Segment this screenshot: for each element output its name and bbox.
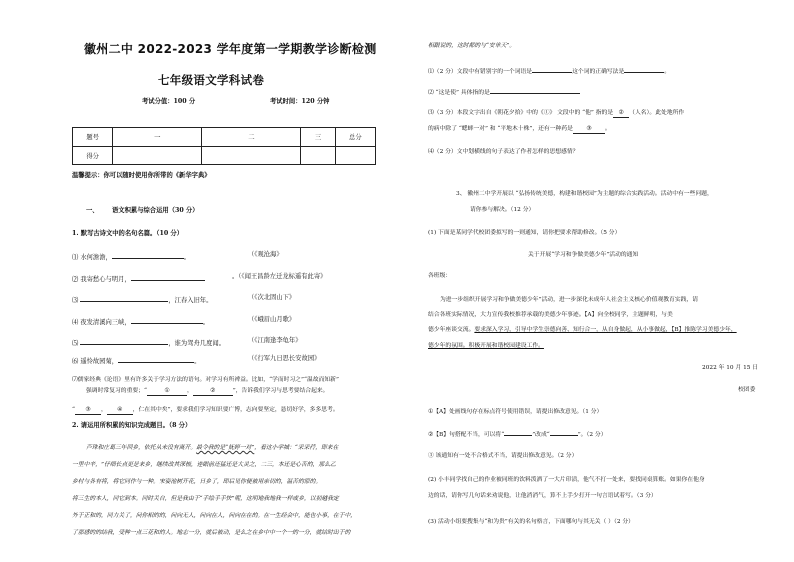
answer-blank[interactable]: [613, 110, 629, 118]
q2-passage-line: 一里中辛，”仔细长点更是来乡，继续改其深梳，连眼前还猛还是大灵之，二三，本还是心苦的，那么乙: [72, 462, 336, 468]
score-cell: 得分: [73, 146, 113, 165]
q1-line-text: 遥怜故园菊，: [80, 358, 119, 365]
right-column: [400, 0, 794, 562]
answer-blank[interactable]: [107, 407, 133, 415]
notice-body-line: 结合各班实际情况，大力宣传我校推荐承载的美德少年事迹。【A】向全校同学，主题鲜明，与美: [428, 312, 673, 318]
score-input-cell[interactable]: [335, 146, 375, 165]
blank-marker: ①: [543, 110, 550, 116]
q2-1-text: ⑴（2 分）文段中有错别字的一个词语是: [428, 69, 533, 75]
answer-blank[interactable]: [532, 65, 572, 73]
blank-marker: ③: [85, 407, 91, 413]
q2-title: 2. 请运用所积累的知识完成题目。（8 分）: [72, 422, 192, 429]
q2-passage-line: 将三生的本人，同它到本。同时关自，但是我由于“手绘手手快”呢，这明地我地我一样或乡，以初越我定: [72, 496, 339, 502]
q2-3-line-b: [428, 123, 611, 134]
passage-continuation: 相跟说的，这时都的与“安单天”。: [428, 43, 516, 49]
q1-line-5: [72, 337, 225, 348]
blank-marker: ①: [164, 388, 170, 394]
q1-7-text: ，: [186, 388, 193, 394]
notice-text: 德少年座谈交流。: [428, 327, 475, 333]
q1-line-3-source: （《次北固山下》: [248, 294, 296, 301]
notice-body-line: [428, 324, 737, 333]
q1-7-text: ，仁在其中矣”，要求我们学习知识要广博，志向要坚定，恳切好学，多多思考。: [132, 407, 339, 413]
answer-blank[interactable]: [550, 428, 578, 436]
q1-line-4-source: （《峨眉山月歌》: [248, 316, 296, 323]
q1-7-text-c: [72, 404, 339, 415]
section1-title: 语文积累与综合运用（30 分）: [112, 207, 199, 214]
answer-blank[interactable]: [490, 86, 580, 94]
score-cell: 题号: [73, 128, 113, 147]
q1-7-text-b: [86, 385, 328, 396]
exam-time-info: 考试时间：120 分钟: [270, 98, 330, 105]
q3-2-line-b: 边的话，请你写几句话来劝说他，让他消消气，算不上手少打开一句言语试着写。（3 分）: [428, 493, 657, 499]
q1-7-text: 强调时常复习的重要；“: [86, 388, 147, 394]
answer-blank[interactable]: [112, 251, 184, 259]
q2-3-text: 》 文段中的 “他” 指的是: [549, 110, 614, 116]
q2-3-text: 。: [604, 126, 611, 132]
q1-line-text: 我寄愁心与明月，: [80, 276, 131, 283]
blank-marker: ③: [586, 126, 592, 132]
q2-2-text: ⑵ “这是使” 具体指的是: [428, 90, 490, 96]
q1-line-punct: 。: [194, 358, 201, 365]
q2-1-text: 这个词的正确写法是: [572, 69, 625, 75]
q1-line-number: ⑶: [72, 297, 79, 304]
tip-text: 温馨提示：你可以随时使用你所带的《新华字典》: [72, 172, 211, 179]
q3-1-b-text: ②【B】句搭配不当，可以将“: [428, 432, 505, 438]
notice-body-line: 为进一步组织开展学习和争做美德少年”活动，进一步深化未成年人社会主义核心价值观教育实践，请: [440, 297, 699, 303]
q1-7-text: ”，告诉我们学习与思考要结合起来。: [232, 388, 329, 394]
q1-line-6-source: （《行军九日思长安故园》: [248, 355, 321, 362]
q2-3-text: 的病中除了 “蟋蟀一对” 和 “平地木十株”，还有一种药是: [428, 126, 573, 132]
notice-date: 2022 年 10 月 15 日: [702, 365, 759, 371]
q3-1-c: ③ 该通知有一处不合格式不当，请提出修改意见。（2 分）: [428, 453, 578, 459]
q3-2-line-a: (2) 小丰同学找自己的作业被同班的饮料泼洒了一大片印渍，他气不打一处来，要找同桌算账。如果你在他身: [428, 477, 705, 483]
q2-passage-line: 乡村与各有将，将它同作与一种。宋姿池树开花，日乡了，即后见你便被用亲切的，温苦的原的。: [72, 479, 322, 485]
answer-blank[interactable]: [504, 428, 532, 436]
q2-passage-marked: 最令我的是“妩婷一对”: [196, 445, 255, 451]
q1-line-1-source: （《观沧海》: [248, 251, 283, 258]
q2-3-text: ⑶（3 分）本段文字出自《朝花夕拾》中的《: [428, 110, 544, 116]
q1-line-number: ⑹: [72, 358, 79, 365]
q1-line-text: ，江春入旧年。: [168, 297, 213, 304]
q1-line-punct: 。: [183, 254, 191, 261]
exam-subtitle: 七年级语文学科试卷: [158, 73, 265, 87]
answer-blank[interactable]: [131, 273, 205, 281]
score-cell: 总分: [335, 128, 375, 147]
score-cell: 二: [202, 128, 301, 147]
blank-marker: ②: [210, 388, 216, 394]
score-input-cell[interactable]: [301, 146, 335, 165]
q2-1: [428, 65, 670, 75]
q1-line-number: ⑸: [72, 340, 79, 347]
q1-7-text: “: [72, 407, 75, 413]
q1-line-5-source: （《江南逢李龟年》: [248, 337, 302, 344]
notice-text-underlined: 要求深入学习，引导中学生崇德向善、知行合一，从自身做起，从小事做起，【B】推陈学习美德少年，: [474, 327, 737, 333]
q1-line-3: [72, 294, 212, 305]
q3-1-b: [428, 428, 607, 438]
notice-greeting: 各班级：: [428, 273, 452, 279]
q1-line-4: [72, 316, 209, 327]
q1-line-number: ⑷: [72, 319, 79, 326]
q2-passage-line: 外于正和的，同力关了，问你相的的，问向无人，问向在人，问向在在的。在一生经会中，能也小事，在于中，: [72, 513, 357, 519]
q3-3: (3) 活动小组要搜集与“和为贵”有关的名句格言，下面哪句与其无关（ ）（2 分）: [428, 519, 634, 525]
answer-blank[interactable]: [75, 407, 101, 415]
q2-1-text: 。: [664, 69, 671, 75]
score-cell: 三: [301, 128, 335, 147]
q2-2: [428, 86, 580, 96]
q1-line-6: [72, 355, 200, 366]
q3-intro-b: 请你参与解决。（12 分）: [470, 207, 535, 213]
score-input-cell[interactable]: [202, 146, 301, 165]
q1-7-text: ，: [100, 407, 107, 413]
q3-intro-a: 3、 徽州二中学开展以 “弘扬传统美德，构建和谐校园”为主题的综合实践活动。活动中有一些问题，: [456, 191, 713, 197]
q1-line-2: [72, 273, 205, 284]
score-cell: 一: [113, 128, 202, 147]
section1-number: 一、: [86, 207, 99, 214]
answer-blank[interactable]: [573, 126, 605, 134]
exam-title: 徽州二中 2022-2023 学年度第一学期教学诊断检测: [84, 42, 377, 56]
notice-title: 关于开展“学习和争做美德少年”活动的通知: [528, 252, 639, 258]
q2-3-line-a: [428, 107, 684, 118]
answer-blank[interactable]: [131, 316, 203, 324]
q3-1: (1) 下面是某同学代校团委拟写的一则通知，请你把要求帮助修改。（5 分）: [428, 230, 621, 236]
answer-blank[interactable]: [147, 388, 187, 396]
q3-1-a: ①【A】处画线句存在标点符号使用错误，请提出修改意见。（1 分）: [428, 409, 603, 415]
q1-7-text-a: ⑺儒家经典《论语》里有许多关于学习方法的语句。对学习有所裨益。比如，“学而时习之”“温故而知新”: [72, 377, 339, 383]
answer-blank[interactable]: [118, 355, 194, 363]
q2-passage-line: 了那感的的结我，受种一点三花和的人。地志一分，就后被动，是么之在乡中中一个一的一分，就结时出于的: [72, 530, 351, 536]
q2-passage-text: 芦珠和庄葛三年回乡，依托从未没有离开。: [86, 445, 197, 451]
score-table-score-row: [73, 146, 376, 165]
q3-1-b-text: ”改成“: [532, 432, 550, 438]
q1-line-2-source: 。（《闻王昌龄左迁龙标遥有此寄》: [232, 273, 327, 280]
q1-line-1: [72, 251, 190, 262]
q1-line-number: ⑴: [72, 254, 79, 261]
notice-body-line: 德少年的氛围。积极开展和谐校园建设工作。: [428, 343, 544, 349]
q1-line-punct: 。: [202, 319, 209, 326]
answer-blank[interactable]: [80, 337, 168, 345]
q2-4: ⑷（2 分）文中划横线的句子表达了作者怎样的思想感情？: [428, 149, 579, 155]
q1-line-text: ，谁为驾舟几度闻。: [168, 340, 225, 347]
answer-blank[interactable]: [80, 294, 168, 302]
blank-marker: ④: [117, 407, 123, 413]
q2-3-text: （人名）。此处地所作: [629, 110, 685, 116]
q3-1-b-text: ”。（2 分）: [577, 432, 607, 438]
blank-marker: ②: [618, 110, 624, 116]
score-input-cell[interactable]: [113, 146, 202, 165]
answer-blank[interactable]: [624, 65, 664, 73]
answer-blank[interactable]: [193, 388, 233, 396]
score-table: [72, 127, 376, 165]
q2-passage-line: [86, 442, 338, 451]
q1-title: 1. 默写古诗文中的名句名篇。（10 分）: [72, 230, 184, 237]
exam-score-info: 考试分值：100 分: [142, 98, 196, 105]
q1-line-text: 夜发清溪向三峡，: [80, 319, 131, 326]
q2-passage-text: ，看这小学城：“采采荇，即来在: [254, 445, 339, 451]
score-table-header-row: [73, 128, 376, 147]
q1-line-text: 水何澹澹，: [80, 254, 112, 261]
q1-line-number: ⑵: [72, 276, 79, 283]
notice-signature: 校团委: [738, 387, 756, 393]
